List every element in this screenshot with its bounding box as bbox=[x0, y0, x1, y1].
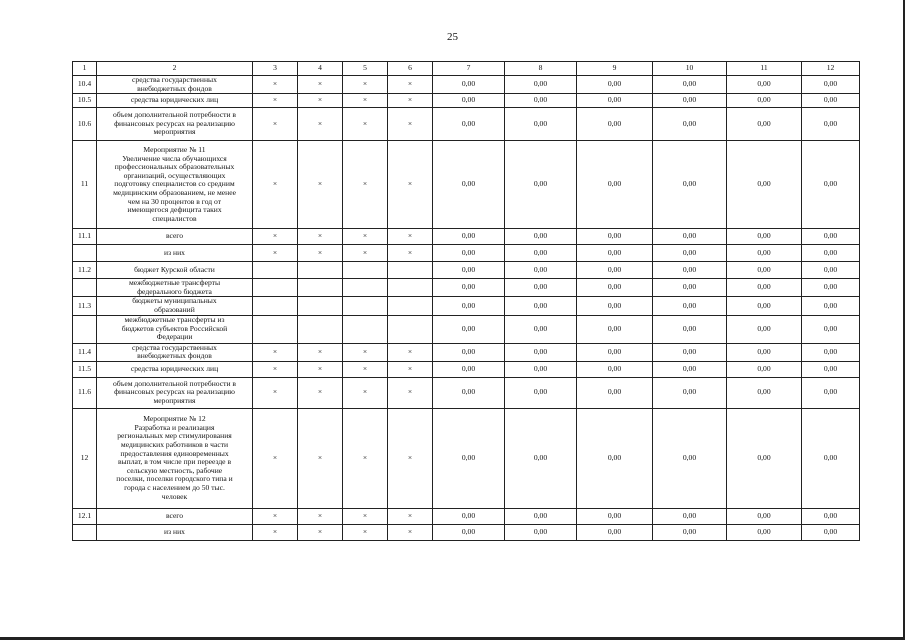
table-cell: 0,00 bbox=[802, 108, 860, 141]
column-header: 11 bbox=[727, 62, 802, 76]
table-row bbox=[73, 343, 860, 361]
table-cell: 0,00 bbox=[653, 108, 727, 141]
table-cell bbox=[388, 279, 433, 297]
table-cell: 0,00 bbox=[433, 94, 505, 108]
table-cell: × bbox=[343, 377, 388, 408]
table-cell: 0,00 bbox=[433, 408, 505, 508]
table-cell: 0,00 bbox=[505, 141, 577, 229]
table-cell: 0,00 bbox=[727, 108, 802, 141]
table-cell bbox=[298, 279, 343, 297]
table-cell: 0,00 bbox=[505, 408, 577, 508]
column-header: 9 bbox=[577, 62, 653, 76]
table-cell bbox=[298, 262, 343, 279]
row-description-cell: объем дополнительной потребности в финансовых ресурсах на реализацию мероприятия bbox=[97, 377, 253, 408]
table-cell: × bbox=[343, 245, 388, 262]
table-cell: × bbox=[298, 343, 343, 361]
table-cell: 0,00 bbox=[802, 315, 860, 343]
table-cell: 0,00 bbox=[433, 279, 505, 297]
table-cell: 0,00 bbox=[802, 297, 860, 315]
table-cell: 0,00 bbox=[433, 297, 505, 315]
table-cell: × bbox=[388, 245, 433, 262]
table-cell: 0,00 bbox=[802, 229, 860, 245]
table-cell: 0,00 bbox=[727, 377, 802, 408]
table-cell: 0,00 bbox=[802, 141, 860, 229]
table-cell bbox=[388, 262, 433, 279]
table-cell: 0,00 bbox=[505, 245, 577, 262]
row-index-cell: 12.1 bbox=[73, 508, 97, 524]
row-description-cell: межбюджетные трансферты из бюджетов субъектов Российской Федерации bbox=[97, 315, 253, 343]
table-cell bbox=[343, 262, 388, 279]
row-description-cell: межбюджетные трансферты федерального бюджета bbox=[97, 279, 253, 297]
table-cell bbox=[253, 315, 298, 343]
table-cell: × bbox=[388, 76, 433, 94]
row-index-cell bbox=[73, 279, 97, 297]
row-index-cell bbox=[73, 524, 97, 540]
table-cell: 0,00 bbox=[653, 315, 727, 343]
table-cell: 0,00 bbox=[653, 524, 727, 540]
table-cell: 0,00 bbox=[505, 279, 577, 297]
table-cell: 0,00 bbox=[577, 508, 653, 524]
table-cell: 0,00 bbox=[433, 315, 505, 343]
table-cell: 0,00 bbox=[433, 229, 505, 245]
table-cell: 0,00 bbox=[802, 377, 860, 408]
table-cell: 0,00 bbox=[802, 524, 860, 540]
column-header: 8 bbox=[505, 62, 577, 76]
table-cell: 0,00 bbox=[653, 408, 727, 508]
table-cell: 0,00 bbox=[577, 245, 653, 262]
table-cell: × bbox=[298, 94, 343, 108]
row-index-cell: 10.4 bbox=[73, 76, 97, 94]
row-description-cell: из них bbox=[97, 524, 253, 540]
table-cell: 0,00 bbox=[577, 94, 653, 108]
table-cell: 0,00 bbox=[433, 141, 505, 229]
table-cell: 0,00 bbox=[505, 94, 577, 108]
table-cell: × bbox=[343, 408, 388, 508]
budget-table bbox=[72, 61, 860, 541]
table-cell: 0,00 bbox=[727, 315, 802, 343]
table-row bbox=[73, 76, 860, 94]
table-cell bbox=[298, 297, 343, 315]
row-index-cell: 12 bbox=[73, 408, 97, 508]
table-cell: 0,00 bbox=[727, 508, 802, 524]
table-cell: 0,00 bbox=[577, 262, 653, 279]
table-cell: 0,00 bbox=[577, 377, 653, 408]
table-cell: × bbox=[343, 508, 388, 524]
table-cell: 0,00 bbox=[727, 524, 802, 540]
table-row bbox=[73, 408, 860, 508]
table-cell: 0,00 bbox=[653, 94, 727, 108]
row-description-cell: средства государственных внебюджетных фондов bbox=[97, 76, 253, 94]
row-description-cell: всего bbox=[97, 508, 253, 524]
table-cell: 0,00 bbox=[505, 315, 577, 343]
table-cell: × bbox=[388, 94, 433, 108]
table-cell bbox=[343, 297, 388, 315]
row-description-cell: всего bbox=[97, 229, 253, 245]
table-cell: 0,00 bbox=[433, 245, 505, 262]
table-cell: × bbox=[388, 508, 433, 524]
table-row bbox=[73, 361, 860, 377]
table-cell: 0,00 bbox=[505, 297, 577, 315]
row-index-cell: 11.1 bbox=[73, 229, 97, 245]
table-cell bbox=[388, 297, 433, 315]
column-header: 3 bbox=[253, 62, 298, 76]
table-cell: × bbox=[253, 245, 298, 262]
table-cell: 0,00 bbox=[505, 524, 577, 540]
table-cell: 0,00 bbox=[727, 229, 802, 245]
table-row bbox=[73, 262, 860, 279]
table-cell: 0,00 bbox=[433, 508, 505, 524]
table-cell: 0,00 bbox=[653, 229, 727, 245]
table-cell: 0,00 bbox=[433, 108, 505, 141]
table-cell bbox=[343, 279, 388, 297]
table-cell: × bbox=[343, 361, 388, 377]
table-cell: × bbox=[298, 229, 343, 245]
table-cell: × bbox=[343, 524, 388, 540]
table-row bbox=[73, 315, 860, 343]
table-cell: 0,00 bbox=[577, 108, 653, 141]
table-cell: 0,00 bbox=[802, 508, 860, 524]
table-cell: × bbox=[343, 94, 388, 108]
row-description-cell: из них bbox=[97, 245, 253, 262]
table-cell: 0,00 bbox=[727, 408, 802, 508]
table-cell: × bbox=[253, 229, 298, 245]
table-cell: 0,00 bbox=[727, 343, 802, 361]
table-cell: 0,00 bbox=[577, 229, 653, 245]
row-index-cell bbox=[73, 315, 97, 343]
table-cell: × bbox=[388, 377, 433, 408]
table-cell bbox=[343, 315, 388, 343]
table-cell: 0,00 bbox=[727, 141, 802, 229]
table-cell: 0,00 bbox=[577, 76, 653, 94]
table-cell: 0,00 bbox=[653, 279, 727, 297]
table-cell: 0,00 bbox=[653, 508, 727, 524]
table-cell: 0,00 bbox=[802, 408, 860, 508]
row-description-cell: бюджет Курской области bbox=[97, 262, 253, 279]
table-cell: × bbox=[343, 108, 388, 141]
table-row bbox=[73, 141, 860, 229]
table-cell: × bbox=[388, 524, 433, 540]
table-cell bbox=[253, 297, 298, 315]
row-index-cell: 11.6 bbox=[73, 377, 97, 408]
table-cell: × bbox=[253, 524, 298, 540]
table-cell: 0,00 bbox=[653, 361, 727, 377]
row-index-cell: 11.4 bbox=[73, 343, 97, 361]
table-cell: × bbox=[253, 361, 298, 377]
column-header: 5 bbox=[343, 62, 388, 76]
table-cell: 0,00 bbox=[653, 245, 727, 262]
column-header: 10 bbox=[653, 62, 727, 76]
table-cell: × bbox=[298, 508, 343, 524]
table-row bbox=[73, 524, 860, 540]
table-cell: 0,00 bbox=[727, 76, 802, 94]
table-cell: × bbox=[388, 343, 433, 361]
row-index-cell: 11.5 bbox=[73, 361, 97, 377]
table-cell: × bbox=[253, 141, 298, 229]
table-cell: × bbox=[388, 229, 433, 245]
table-cell: 0,00 bbox=[727, 279, 802, 297]
table-cell: 0,00 bbox=[653, 377, 727, 408]
table-cell: × bbox=[253, 108, 298, 141]
table-cell: 0,00 bbox=[802, 245, 860, 262]
row-description-cell: объем дополнительной потребности в финансовых ресурсах на реализацию мероприятия bbox=[97, 108, 253, 141]
column-header: 2 bbox=[97, 62, 253, 76]
table-row bbox=[73, 377, 860, 408]
table-cell: 0,00 bbox=[577, 408, 653, 508]
table-cell: × bbox=[253, 408, 298, 508]
table-row bbox=[73, 229, 860, 245]
table-cell: × bbox=[298, 141, 343, 229]
row-description-cell: средства юридических лиц bbox=[97, 94, 253, 108]
table-cell: 0,00 bbox=[505, 108, 577, 141]
table-cell: 0,00 bbox=[727, 245, 802, 262]
table-cell: 0,00 bbox=[577, 141, 653, 229]
table-cell: × bbox=[343, 229, 388, 245]
column-header: 12 bbox=[802, 62, 860, 76]
table-cell bbox=[253, 279, 298, 297]
table-cell: 0,00 bbox=[433, 377, 505, 408]
header-row bbox=[73, 62, 860, 76]
table-cell: × bbox=[343, 343, 388, 361]
table-body bbox=[73, 62, 860, 541]
table-cell: 0,00 bbox=[802, 343, 860, 361]
table-cell: 0,00 bbox=[727, 361, 802, 377]
table-cell: 0,00 bbox=[433, 343, 505, 361]
table-cell: × bbox=[298, 361, 343, 377]
table-cell: 0,00 bbox=[802, 262, 860, 279]
table-row bbox=[73, 245, 860, 262]
table-cell: 0,00 bbox=[653, 141, 727, 229]
column-header: 6 bbox=[388, 62, 433, 76]
table-cell: × bbox=[253, 94, 298, 108]
table-row bbox=[73, 297, 860, 315]
row-description-cell: Мероприятие № 11 Увеличение числа обучающихся профессиональных образовательных организаций, осуществляющих подготовку специалистов со средним медицинским образованием, не менее чем на 30 процентов в год от имеющегося дефицита таких специалистов bbox=[97, 141, 253, 229]
table-cell bbox=[253, 262, 298, 279]
table-cell: × bbox=[253, 377, 298, 408]
table-cell: × bbox=[388, 361, 433, 377]
table-cell bbox=[298, 315, 343, 343]
table-cell: × bbox=[298, 377, 343, 408]
table-cell: × bbox=[298, 108, 343, 141]
row-description-cell: Мероприятие № 12 Разработка и реализация региональных мер стимулирования медицинских работников в части предоставления единовременных выплат, в том числе при переезде в сельскую местность, рабочие поселки, поселки городского типа и города с населением до 50 тыс. человек bbox=[97, 408, 253, 508]
table-cell: 0,00 bbox=[577, 297, 653, 315]
row-description-cell: бюджеты муниципальных образований bbox=[97, 297, 253, 315]
table-cell: 0,00 bbox=[653, 343, 727, 361]
column-header: 4 bbox=[298, 62, 343, 76]
table-cell: × bbox=[298, 245, 343, 262]
table-cell: 0,00 bbox=[505, 76, 577, 94]
table-cell: 0,00 bbox=[653, 262, 727, 279]
table-cell: 0,00 bbox=[727, 297, 802, 315]
table-row bbox=[73, 279, 860, 297]
row-index-cell: 11.2 bbox=[73, 262, 97, 279]
table-cell: × bbox=[253, 76, 298, 94]
page-number: 25 bbox=[447, 31, 458, 43]
table-cell: 0,00 bbox=[577, 343, 653, 361]
row-index-cell: 10.5 bbox=[73, 94, 97, 108]
table-row bbox=[73, 94, 860, 108]
table-cell: 0,00 bbox=[653, 297, 727, 315]
table-cell bbox=[388, 315, 433, 343]
table-cell: 0,00 bbox=[505, 361, 577, 377]
table-cell: × bbox=[298, 524, 343, 540]
table-cell: 0,00 bbox=[433, 76, 505, 94]
table-cell: × bbox=[253, 343, 298, 361]
table-row bbox=[73, 108, 860, 141]
column-header: 1 bbox=[73, 62, 97, 76]
table-cell: 0,00 bbox=[505, 229, 577, 245]
row-index-cell: 11.3 bbox=[73, 297, 97, 315]
table-cell: 0,00 bbox=[802, 76, 860, 94]
table-cell: 0,00 bbox=[727, 262, 802, 279]
row-index-cell: 11 bbox=[73, 141, 97, 229]
table-cell: 0,00 bbox=[577, 315, 653, 343]
table-cell: × bbox=[388, 408, 433, 508]
table-cell: × bbox=[253, 508, 298, 524]
row-description-cell: средства государственных внебюджетных фондов bbox=[97, 343, 253, 361]
table-cell: 0,00 bbox=[577, 279, 653, 297]
table-cell: × bbox=[298, 408, 343, 508]
table-cell: 0,00 bbox=[802, 279, 860, 297]
table-cell: 0,00 bbox=[505, 262, 577, 279]
table-cell: 0,00 bbox=[577, 361, 653, 377]
table-cell: 0,00 bbox=[505, 508, 577, 524]
row-index-cell: 10.6 bbox=[73, 108, 97, 141]
table-cell: 0,00 bbox=[505, 343, 577, 361]
table-cell: 0,00 bbox=[433, 524, 505, 540]
table-cell: 0,00 bbox=[802, 94, 860, 108]
table-cell: 0,00 bbox=[433, 262, 505, 279]
table-cell: × bbox=[298, 76, 343, 94]
table-cell: × bbox=[388, 141, 433, 229]
table-cell: 0,00 bbox=[802, 361, 860, 377]
column-header: 7 bbox=[433, 62, 505, 76]
table-cell: × bbox=[343, 76, 388, 94]
row-description-cell: средства юридических лиц bbox=[97, 361, 253, 377]
table-cell: 0,00 bbox=[577, 524, 653, 540]
row-index-cell bbox=[73, 245, 97, 262]
table-row bbox=[73, 508, 860, 524]
table-cell: × bbox=[388, 108, 433, 141]
table-cell: 0,00 bbox=[727, 94, 802, 108]
table-cell: 0,00 bbox=[433, 361, 505, 377]
table-cell: × bbox=[343, 141, 388, 229]
table-cell: 0,00 bbox=[505, 377, 577, 408]
table-cell: 0,00 bbox=[653, 76, 727, 94]
